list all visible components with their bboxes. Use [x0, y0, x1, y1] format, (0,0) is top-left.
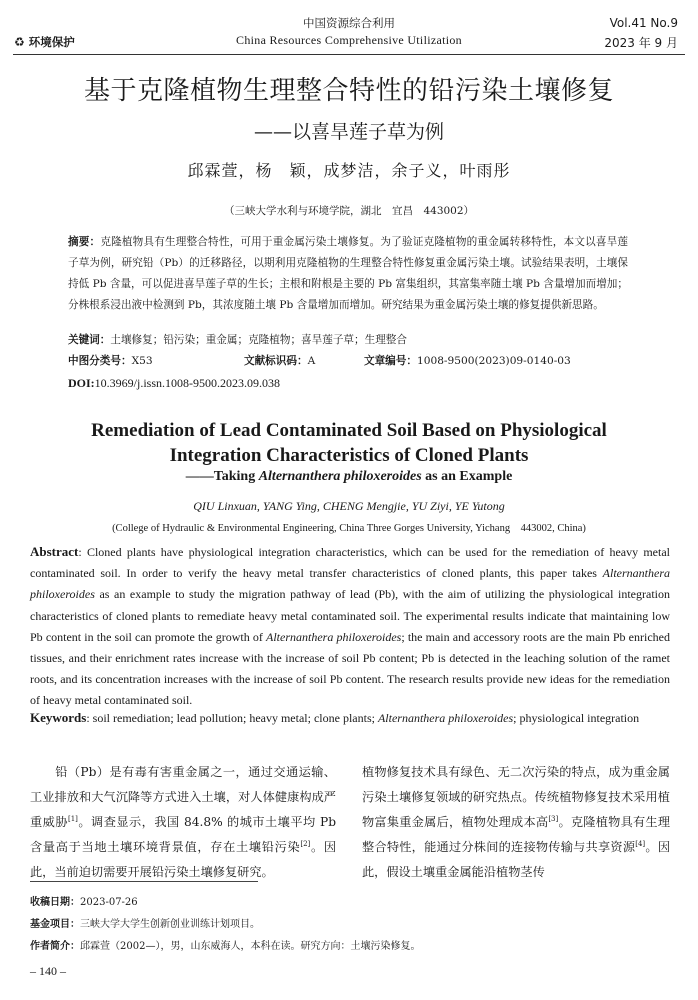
- body-left-text-1: 铅（Pb）是有毒有害重金属之一，通过交通运输、工业排放和大气沉降等方式进入土壤，对人体健康构成严重威胁: [30, 765, 336, 829]
- body-right-text-3: 。因此，假设土壤重金属能沿植物茎传: [362, 840, 671, 879]
- abstract-en-text-3: ; the main and accessory roots are the main Pb enriched tissues, and their enrichment rates increase with the increase of soil Pb content; Pb is detected in the leaching solution of the ramet roots, and its concentration increases with the increase of soil Pb content. The research results provide new ideas for the remediation of heavy metal contaminated soil.: [30, 629, 670, 708]
- body-column-left: [30, 760, 336, 885]
- article-number-value: 1008-9500(2023)09-0140-03: [416, 355, 571, 367]
- volume-number: Vol.41 No.9: [609, 16, 678, 30]
- journal-name-cn: 中国资源综合利用: [303, 16, 395, 30]
- subtitle-cn: ——以喜旱莲子草为例: [253, 121, 444, 143]
- title-en-line1: Remediation of Lead Contaminated Soil Based on Physiological: [91, 420, 607, 441]
- authors-en: QIU Linxuan, YANG Ying, CHENG Mengjie, YU Ziyi, YE Yutong: [193, 499, 505, 513]
- abstract-en-text-2: as an example to study the migration pathway of lead (Pb), with the aim of utilizing the physiological integration characteristics of cloned plants to remediate heavy metal contaminated soil. The experimental results indicate that maintaining low Pb content in the soil can promote the growth of: [30, 587, 670, 644]
- author-bio-value: 邱霖萱（2002—），男，山东威海人，本科在读。研究方向：土壤污染修复。: [80, 941, 421, 952]
- subtitle-en-prefix: ——Taking: [185, 469, 259, 484]
- keywords-en-species: Alternanthera philoxeroides: [377, 711, 514, 725]
- affiliation-cn: （三峡大学水利与环境学院，湖北 宜昌 443002）: [223, 205, 475, 217]
- abstract-en: [30, 541, 670, 712]
- classification-line: [68, 353, 628, 368]
- title-en: [0, 418, 698, 468]
- authors-cn: 邱霖萱，杨 颖，成梦洁，余子义，叶雨彤: [187, 161, 511, 180]
- citation-ref-2: [2]: [300, 840, 311, 848]
- keywords-en-text-2: ; physiological integration: [513, 711, 640, 725]
- received-label: 收稿日期：: [30, 897, 80, 908]
- body-column-right: [362, 760, 670, 885]
- abstract-cn: [68, 232, 628, 316]
- footnote-received: [30, 893, 138, 908]
- article-number-label: 文章编号：: [364, 355, 417, 367]
- doi-line: [68, 376, 280, 391]
- abstract-en-label: Abstract: [30, 544, 79, 559]
- doi-label: DOI:: [68, 376, 95, 390]
- page-number: – 140 –: [30, 964, 66, 978]
- subtitle-en: [0, 469, 698, 485]
- keywords-en-label: Keywords: [30, 710, 87, 725]
- issue-date: 2023 年 9 月: [604, 36, 678, 50]
- body-left-text-2: 。调查显示，我国 84.8% 的城市土壤平均 Pb 含量高于当地土壤环境背景值，存在土壤铅污染: [30, 815, 337, 854]
- doc-code-label: 文献标识码：: [244, 355, 308, 367]
- abstract-en-species-1: Alternanthera philoxeroides: [30, 566, 670, 602]
- subtitle-en-suffix: as an Example: [421, 469, 513, 484]
- abstract-en-text-1: : Cloned plants have physiological integration characteristics, which can be used for the remediation of heavy metal contaminated soil. In order to verify the heavy metal transfer characteristics of cloned plants, this paper takes: [30, 545, 670, 581]
- abstract-cn-label: 摘要：: [68, 236, 101, 248]
- title-cn: 基于克隆植物生理整合特性的铅污染土壤修复: [83, 76, 614, 106]
- keywords-cn: [68, 330, 628, 351]
- abstract-cn-text: 克隆植物具有生理整合特性，可用于重金属污染土壤修复。为了验证克隆植物的重金属转移特性，本文以喜旱莲子草为例，研究铅（Pb）的迁移路径，以期利用克隆植物的生理整合特性修复重金属污染土壤。试验结果表明，土壤保持低 Pb 含量，可以促进喜旱莲子草的生长；主根和附根是主要的 Pb 富集组织，其富集率随土壤 Pb 含量增加而增加；分株根系浸出液中检测到 Pb，其浓度随土壤 Pb 含量增加而增加。研究结果为重金属污染土壤的修复提供新思路。: [68, 236, 629, 311]
- citation-ref-3: [3]: [548, 815, 559, 823]
- section-label-text: 环境保护: [28, 35, 75, 49]
- body-right-text-2: 。克隆植物具有生理整合特性，能通过分株间的连接物传输与共享资源: [362, 815, 671, 854]
- body-left-text-3: 。因此，当前迫切需要开展铅污染土壤修复研究。: [30, 840, 337, 879]
- keywords-en-text-1: : soil remediation; lead pollution; heavy metal; clone plants;: [86, 711, 378, 725]
- citation-ref-4: [4]: [635, 840, 646, 848]
- keywords-en: [30, 707, 670, 729]
- abstract-en-species-2: Alternanthera philoxeroides: [266, 629, 402, 644]
- keywords-cn-label: 关键词：: [68, 334, 111, 346]
- footnote-author-bio: [30, 937, 420, 952]
- recycle-icon: ♻: [14, 35, 25, 49]
- doi-value: 10.3969/j.issn.1008-9500.2023.09.038: [94, 376, 281, 390]
- header-divider: [13, 54, 685, 55]
- footnote-divider: [30, 881, 258, 882]
- journal-name-en: China Resources Comprehensive Utilization: [236, 33, 462, 47]
- clc-label: 中图分类号：: [68, 355, 132, 367]
- title-en-line2: Integration Characteristics of Cloned Plants: [169, 445, 529, 466]
- funding-value: 三峡大学大学生创新创业训练计划项目。: [80, 919, 260, 930]
- citation-ref-1: [1]: [67, 815, 78, 823]
- body-right-text-1: 植物修复技术具有绿色、无二次污染的特点，成为重金属污染土壤修复领域的研究热点。传统植物修复技术采用植物富集重金属后，植物处理成本高: [362, 765, 670, 829]
- clc-value: X53: [131, 355, 153, 367]
- affiliation-en: (College of Hydraulic & Environmental Engineering, China Three Gorges University, Yichang 443002, China): [112, 523, 586, 534]
- doc-code-value: A: [307, 355, 316, 367]
- keywords-cn-text: 土壤修复；铅污染；重金属；克隆植物；喜旱莲子草；生理整合: [110, 334, 407, 346]
- funding-label: 基金项目：: [30, 919, 80, 930]
- footnote-funding: [30, 915, 260, 930]
- received-date: 2023-07-26: [80, 897, 138, 908]
- subtitle-en-species: Alternanthera philoxeroides: [258, 469, 422, 484]
- author-bio-label: 作者简介：: [30, 941, 80, 952]
